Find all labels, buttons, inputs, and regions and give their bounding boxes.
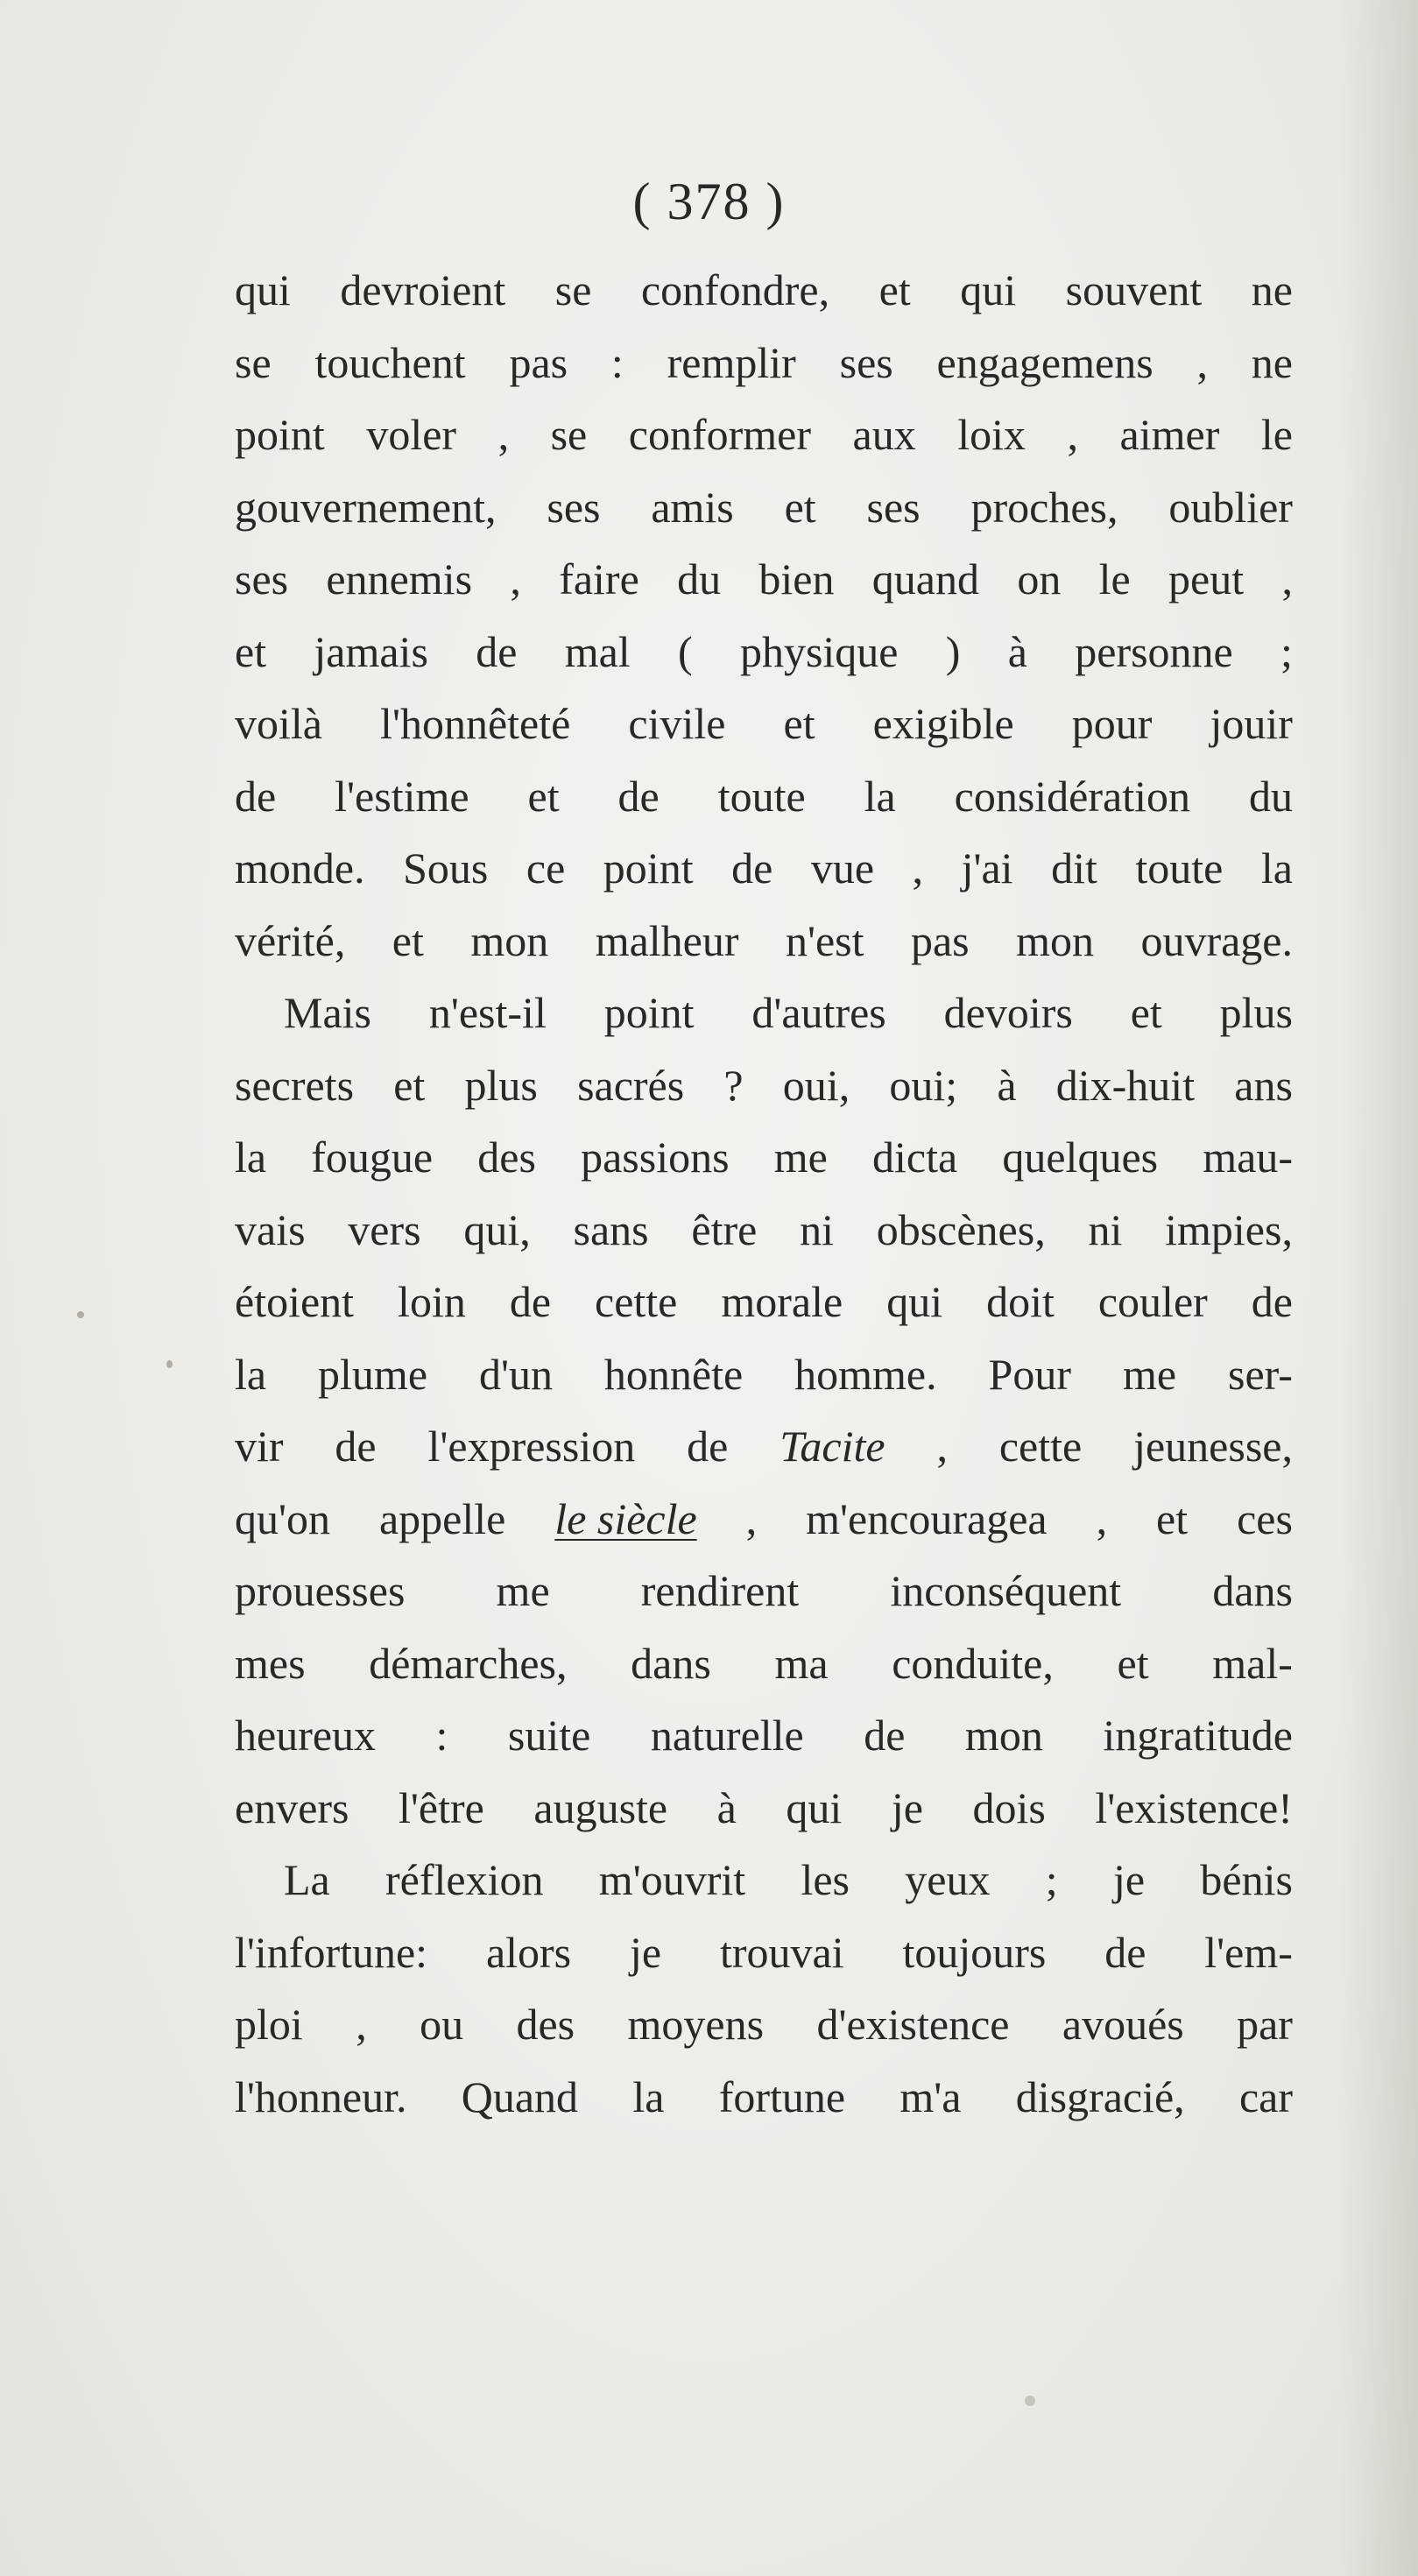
text-word: proches, xyxy=(970,482,1118,532)
text-word: , xyxy=(1067,410,1079,459)
text-word: me xyxy=(1122,1349,1177,1399)
text-word: auguste xyxy=(533,1782,668,1832)
text-word: dans xyxy=(631,1638,711,1688)
text-word: la xyxy=(235,1349,267,1399)
text-word: , xyxy=(1196,337,1208,387)
text-word: ouvrage. xyxy=(1140,915,1293,965)
text-word: conformer xyxy=(628,410,811,459)
text-word: le xyxy=(1260,410,1293,459)
text-word: fougue xyxy=(311,1133,434,1182)
text-word: on xyxy=(1017,554,1062,603)
text-word: , xyxy=(356,2000,367,2049)
text-word: ni xyxy=(1088,1204,1123,1254)
text-word: alors xyxy=(485,1927,572,1977)
text-word: la xyxy=(632,2071,665,2121)
text-word: ingratitude xyxy=(1103,1711,1293,1760)
text-word: de xyxy=(731,843,773,893)
text-word: oui; xyxy=(889,1060,958,1110)
text-word: plume xyxy=(318,1349,428,1399)
text-word: ou xyxy=(420,2000,464,2049)
text-word: cette xyxy=(998,1422,1083,1471)
text-line xyxy=(235,399,1293,471)
text-word: remplir xyxy=(667,337,796,387)
text-word: réflexion xyxy=(385,1855,544,1904)
text-word: et xyxy=(1117,1638,1149,1688)
text-word: m'ouvrit xyxy=(598,1855,746,1904)
text-word: qui xyxy=(886,1277,943,1326)
text-word: mal- xyxy=(1212,1638,1293,1688)
text-word: je xyxy=(1112,1855,1146,1904)
text-word: vers xyxy=(348,1204,421,1254)
text-word: dit xyxy=(1051,843,1097,893)
text-line xyxy=(235,1483,1293,1556)
text-word: mes xyxy=(235,1638,306,1688)
text-word: Quand xyxy=(461,2071,579,2121)
text-word: pas xyxy=(910,915,970,965)
text-word: ses xyxy=(866,482,921,532)
text-word: qu'on xyxy=(235,1493,331,1543)
text-word: ses xyxy=(839,337,893,387)
text-word: l'honneur. xyxy=(235,2071,407,2121)
text-word: ni xyxy=(800,1204,834,1254)
text-word: ) xyxy=(945,626,961,676)
text-word: jamais xyxy=(314,626,428,676)
text-word: des xyxy=(516,2000,575,2049)
text-line xyxy=(235,2061,1293,2134)
text-word: me xyxy=(773,1133,828,1182)
text-word: civile xyxy=(628,699,726,748)
text-word: de xyxy=(476,626,518,676)
text-line xyxy=(235,1555,1293,1627)
text-word: personne xyxy=(1075,626,1233,676)
text-word: de xyxy=(687,1422,729,1471)
text-word: le siècle xyxy=(554,1493,697,1543)
text-word: ; xyxy=(1045,1855,1058,1904)
text-word: je xyxy=(630,1927,662,1977)
text-word: toute xyxy=(1135,843,1224,893)
text-word: ennemis xyxy=(326,554,473,603)
text-word: de xyxy=(1104,1927,1146,1977)
text-word: suite xyxy=(507,1711,591,1760)
text-word: l'infortune: xyxy=(235,1927,428,1977)
text-word: oublier xyxy=(1168,482,1293,532)
text-word: l'expression xyxy=(427,1422,636,1471)
text-word: et xyxy=(527,771,560,821)
text-word: dans xyxy=(1212,1566,1293,1615)
page-number: ( 378 ) xyxy=(632,173,786,230)
text-word: dois xyxy=(972,1782,1046,1832)
text-word: peut xyxy=(1168,554,1245,603)
text-word: je xyxy=(891,1782,923,1832)
text-line xyxy=(235,471,1293,544)
text-word: sacrés xyxy=(577,1060,685,1110)
text-word: ser- xyxy=(1227,1349,1293,1399)
text-word: ploi xyxy=(235,2000,303,2049)
scan-speck xyxy=(77,1311,84,1318)
text-word: la xyxy=(235,1133,267,1182)
text-word: devroient xyxy=(340,265,506,314)
text-word: heureux xyxy=(235,1711,377,1760)
text-line xyxy=(235,1121,1293,1194)
text-word: , xyxy=(936,1422,948,1471)
text-line xyxy=(235,1699,1293,1772)
text-word: de xyxy=(335,1422,377,1471)
text-word: honnête xyxy=(603,1349,744,1399)
text-word: moyens xyxy=(627,2000,765,2049)
text-word: Sous xyxy=(403,843,489,893)
text-line xyxy=(235,1627,1293,1700)
text-line xyxy=(235,1988,1293,2061)
text-line xyxy=(235,688,1293,760)
text-word: doit xyxy=(986,1277,1055,1326)
text-word: bien xyxy=(758,554,835,603)
text-word: démarches, xyxy=(369,1638,568,1688)
text-word: vais xyxy=(235,1204,306,1254)
text-word: se xyxy=(554,265,592,314)
text-word: du xyxy=(677,554,722,603)
text-word: l'existence! xyxy=(1095,1782,1293,1832)
text-word: à xyxy=(1007,626,1027,676)
text-word: La xyxy=(284,1855,330,1904)
scan-speck xyxy=(166,1360,173,1368)
text-line xyxy=(235,905,1293,977)
text-word: et xyxy=(1130,988,1162,1037)
text-word: l'honnêteté xyxy=(380,699,571,748)
text-word: ce xyxy=(526,843,566,893)
text-word: sans xyxy=(573,1204,649,1254)
text-word: passions xyxy=(581,1133,730,1182)
text-word: toute xyxy=(717,771,806,821)
text-line xyxy=(235,327,1293,399)
text-word: qui, xyxy=(463,1204,531,1254)
text-word: disgracié, xyxy=(1015,2071,1185,2121)
text-line xyxy=(235,1049,1293,1122)
text-word: secrets xyxy=(235,1060,355,1110)
text-word: ses xyxy=(235,554,289,603)
text-word: les xyxy=(801,1855,850,1904)
text-word: m'a xyxy=(899,2071,962,2121)
text-word: appelle xyxy=(378,1493,506,1543)
text-word: gouvernement, xyxy=(235,482,497,532)
text-word: ma xyxy=(774,1638,829,1688)
text-word: , xyxy=(510,554,521,603)
text-word: l'estime xyxy=(335,771,469,821)
text-word: ne xyxy=(1251,265,1293,314)
text-word: vir xyxy=(235,1422,284,1471)
text-line xyxy=(235,1266,1293,1338)
text-word: ne xyxy=(1251,337,1293,387)
text-word: mon xyxy=(1016,915,1094,965)
text-word: ( xyxy=(678,626,693,676)
text-line xyxy=(235,760,1293,833)
text-word: , xyxy=(1281,554,1293,603)
text-word: dicta xyxy=(872,1133,958,1182)
text-word: des xyxy=(477,1133,536,1182)
text-word: du xyxy=(1248,771,1293,821)
text-word: jouir xyxy=(1210,699,1293,748)
text-word: se xyxy=(235,337,272,387)
text-word: aux xyxy=(852,410,916,459)
text-word: Pour xyxy=(988,1349,1072,1399)
text-word: amis xyxy=(651,482,734,532)
text-word: fortune xyxy=(718,2071,846,2121)
text-word: souvent xyxy=(1065,265,1203,314)
text-word: étoient xyxy=(235,1277,355,1326)
text-word: envers xyxy=(235,1782,349,1832)
text-word: et xyxy=(878,265,911,314)
text-word: voler xyxy=(366,410,457,459)
text-word: exigible xyxy=(872,699,1014,748)
text-word: ans xyxy=(1234,1060,1293,1110)
text-word: j'ai xyxy=(961,843,1013,893)
text-word: quelques xyxy=(1002,1133,1159,1182)
text-word: avoués xyxy=(1062,2000,1184,2049)
scan-speck xyxy=(1025,2396,1035,2406)
text-word: physique xyxy=(739,626,899,676)
text-word: qui xyxy=(235,265,291,314)
text-word: d'un xyxy=(478,1349,553,1399)
text-word: ces xyxy=(1237,1493,1293,1543)
text-word: car xyxy=(1238,2071,1293,2121)
text-line xyxy=(235,254,1293,327)
text-word: et xyxy=(393,1060,426,1110)
text-word: conduite, xyxy=(892,1638,1054,1688)
text-word: couler xyxy=(1097,1277,1208,1326)
text-word: loin xyxy=(398,1277,466,1326)
text-word: naturelle xyxy=(650,1711,804,1760)
text-word: voilà xyxy=(235,699,322,748)
text-line xyxy=(235,977,1293,1049)
text-word: point xyxy=(603,988,695,1037)
text-word: morale xyxy=(721,1277,843,1326)
text-line xyxy=(235,1338,1293,1411)
text-word: mau- xyxy=(1203,1133,1293,1182)
text-word: à xyxy=(997,1060,1017,1110)
text-word: de xyxy=(864,1711,906,1760)
text-word: : xyxy=(435,1711,448,1760)
text-word: devoirs xyxy=(943,988,1073,1037)
text-word: la xyxy=(864,771,896,821)
text-word: et xyxy=(235,626,267,676)
text-line xyxy=(235,1916,1293,1989)
text-word: la xyxy=(1260,843,1293,893)
text-word: de xyxy=(509,1277,552,1326)
text-word: par xyxy=(1237,2000,1293,2049)
text-word: le xyxy=(1098,554,1131,603)
text-word: , xyxy=(497,410,510,459)
text-word: dix-huit xyxy=(1055,1060,1196,1110)
text-body xyxy=(235,254,1293,2133)
text-line xyxy=(235,1772,1293,1845)
text-word: n'est xyxy=(785,915,864,965)
text-word: vue xyxy=(810,843,875,893)
text-word: d'autres xyxy=(751,988,886,1037)
text-word: de xyxy=(235,771,277,821)
text-word: faire xyxy=(559,554,639,603)
text-word: d'existence xyxy=(816,2000,1010,2049)
text-word: touchent xyxy=(314,337,466,387)
text-word: Mais xyxy=(284,988,371,1037)
text-word: vérité, xyxy=(235,915,346,965)
text-word: et xyxy=(783,699,815,748)
text-word: m'encouragea xyxy=(806,1493,1048,1543)
text-word: : xyxy=(610,337,624,387)
text-word: de xyxy=(1251,1277,1293,1326)
text-word: ; xyxy=(1280,626,1293,676)
text-word: obscènes, xyxy=(876,1204,1046,1254)
text-word: malheur xyxy=(595,915,739,965)
text-word: aimer xyxy=(1119,410,1220,459)
text-word: plus xyxy=(464,1060,538,1110)
text-word: toujours xyxy=(902,1927,1047,1977)
text-word: engagemens xyxy=(936,337,1153,387)
text-word: confondre, xyxy=(640,265,830,314)
text-word: n'est-il xyxy=(428,988,547,1037)
text-word: mon xyxy=(964,1711,1043,1760)
text-word: ses xyxy=(547,482,601,532)
text-word: pas xyxy=(509,337,568,387)
text-word: rendirent xyxy=(640,1566,800,1615)
text-word: qui xyxy=(786,1782,843,1832)
text-word: l'être xyxy=(399,1782,484,1832)
text-line xyxy=(235,832,1293,905)
text-word: inconséquent xyxy=(890,1566,1122,1615)
text-line xyxy=(235,543,1293,616)
text-line xyxy=(235,1410,1293,1483)
text-word: et xyxy=(1156,1493,1189,1543)
text-word: cette xyxy=(595,1277,678,1326)
text-word: quand xyxy=(871,554,979,603)
text-word: bénis xyxy=(1200,1855,1293,1904)
text-word: monde. xyxy=(235,843,365,893)
text-word: point xyxy=(235,410,325,459)
text-word: pour xyxy=(1071,699,1153,748)
text-word: point xyxy=(603,843,694,893)
text-word: prouesses xyxy=(235,1566,406,1615)
text-word: de xyxy=(617,771,660,821)
text-word: , xyxy=(912,843,924,893)
text-word: ? xyxy=(723,1060,744,1110)
text-word: plus xyxy=(1219,988,1293,1037)
text-word: jeunesse, xyxy=(1133,1422,1293,1471)
text-word: me xyxy=(496,1566,550,1615)
text-word: impies, xyxy=(1165,1204,1293,1254)
text-word: qui xyxy=(960,265,1017,314)
text-word: , xyxy=(745,1493,758,1543)
text-word: et xyxy=(784,482,816,532)
text-word: , xyxy=(1096,1493,1108,1543)
text-word: mon xyxy=(470,915,549,965)
text-word: se xyxy=(550,410,588,459)
text-word: loix xyxy=(957,410,1026,459)
text-word: l'em- xyxy=(1204,1927,1293,1977)
text-word: et xyxy=(392,915,424,965)
text-word: homme. xyxy=(794,1349,937,1399)
text-word: yeux xyxy=(905,1855,991,1904)
text-line xyxy=(235,616,1293,688)
text-word: Tacite xyxy=(780,1422,885,1471)
text-word: à xyxy=(716,1782,737,1832)
text-word: être xyxy=(691,1204,758,1254)
text-word: oui, xyxy=(782,1060,850,1110)
text-word: considération xyxy=(954,771,1190,821)
text-line xyxy=(235,1194,1293,1267)
text-word: mal xyxy=(564,626,631,676)
text-word: trouvai xyxy=(719,1927,844,1977)
text-line xyxy=(235,1844,1293,1916)
